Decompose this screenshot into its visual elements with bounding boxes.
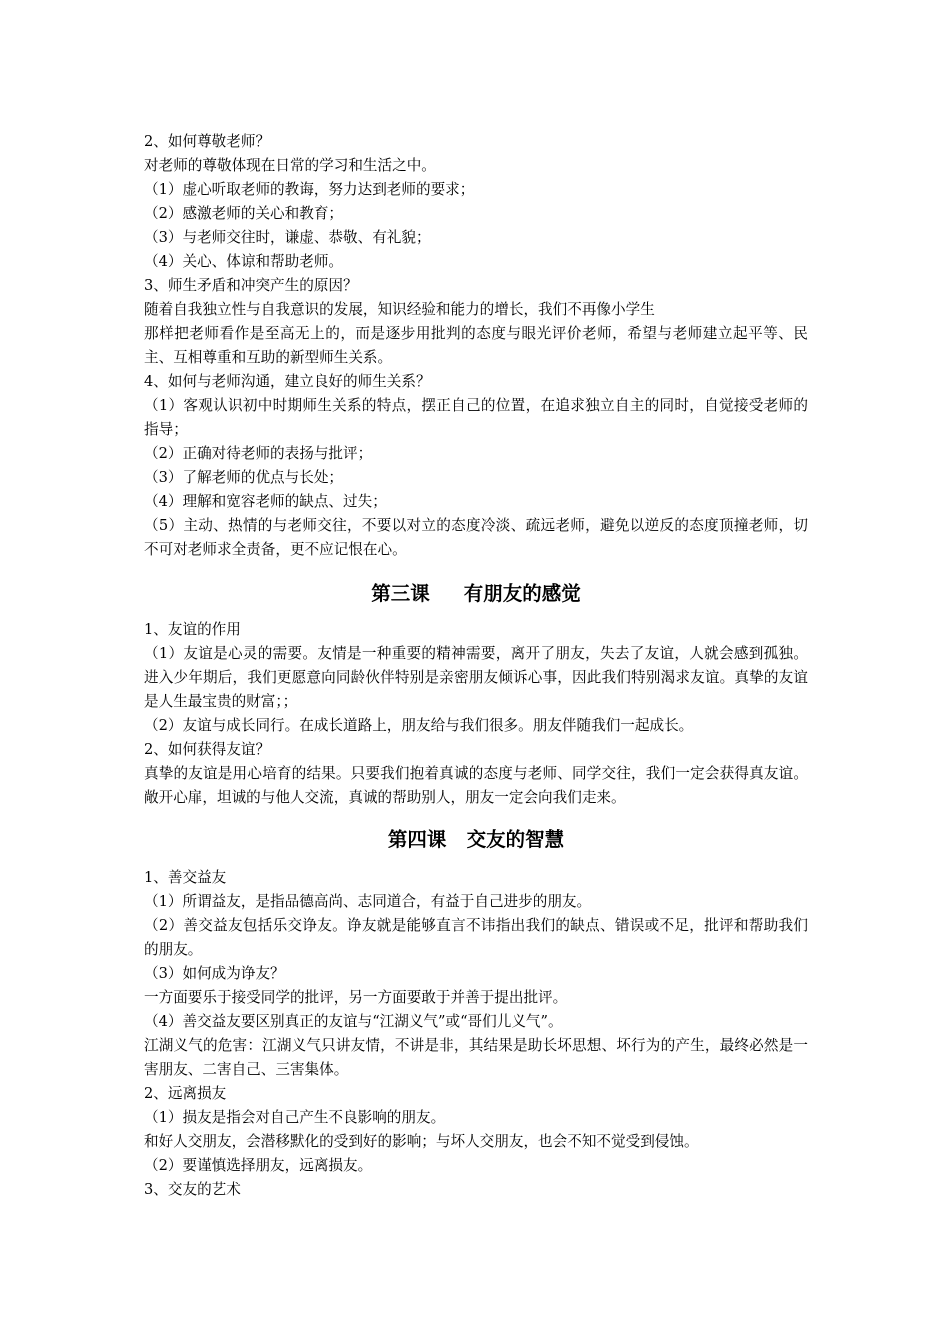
question-heading: 3、师生矛盾和冲突产生的原因？ <box>144 277 358 294</box>
text-line: 和好人交朋友，会潜移默化的受到好的影响；与坏人交朋友，也会不知不觉受到侵蚀。 <box>144 1133 699 1150</box>
question-heading: 2、如何获得友谊？ <box>144 741 271 758</box>
text-line: 一方面要乐于接受同学的批评，另一方面要敢于并善于提出批评。 <box>144 989 568 1006</box>
list-item: （2）要谨慎选择朋友，远离损友。 <box>144 1157 373 1174</box>
section-title: 第四课 交友的智慧 <box>387 828 565 851</box>
list-item: （4）关心、体谅和帮助老师。 <box>144 253 344 270</box>
list-item: （3）了解老师的优点与长处； <box>144 469 344 486</box>
question-heading: 2、如何尊敬老师？ <box>144 133 271 150</box>
document-page <box>144 130 808 1202</box>
paragraph: 江湖义气的危害：江湖义气只讲友情，不讲是非，其结果是助长坏思想、坏行为的产生，最终必然是一害朋友、二害自己、三害集体。 <box>144 1037 808 1078</box>
list-item: （4）理解和宽容老师的缺点、过失； <box>144 493 387 510</box>
text-line: 对老师的尊敬体现在日常的学习和生活之中。 <box>144 157 436 174</box>
list-item: （1）虚心听取老师的教诲，努力达到老师的要求； <box>144 181 475 198</box>
list-item: （2）正确对待老师的表扬与批评； <box>144 445 373 462</box>
list-item: （2）友谊与成长同行。在成长道路上，朋友给与我们很多。朋友伴随我们一起成长。 <box>144 717 694 734</box>
question-heading: 1、善交益友 <box>144 869 227 886</box>
section-title: 第三课 有朋友的感觉 <box>371 582 581 605</box>
list-item: （2）感激老师的关心和教育； <box>144 205 344 222</box>
list-item: （4）善交益友要区别真正的友谊与“江湖义气”或“哥们儿义气”。 <box>144 1013 563 1030</box>
list-item: （1）损友是指会对自己产生不良影响的朋友。 <box>144 1109 446 1126</box>
question-heading: 4、如何与老师沟通，建立良好的师生关系？ <box>144 373 431 390</box>
paragraph: 真挚的友谊是用心培育的结果。只要我们抱着真诚的态度与老师、同学交往，我们一定会获得真友谊。敞开心扉，坦诚的与他人交流，真诚的帮助别人，朋友一定会向我们走来。 <box>144 765 808 806</box>
list-item: （3）与老师交往时，谦虚、恭敬、有礼貌； <box>144 229 431 246</box>
list-item: （1）客观认识初中时期师生关系的特点，摆正自己的位置，在追求独立自主的同时，自觉接受老师的指导； <box>144 397 808 438</box>
list-item: （1）所谓益友，是指品德高尚、志同道合，有益于自己进步的朋友。 <box>144 893 592 910</box>
list-item: （1）友谊是心灵的需要。友情是一种重要的精神需要，离开了朋友，失去了友谊，人就会感到孤独。进入少年期后，我们更愿意向同龄伙伴特别是亲密朋友倾诉心事，因此我们特别渴求友谊。真挚的友谊是人生最宝贵的财富；； <box>144 645 808 710</box>
list-item: （5）主动、热情的与老师交往，不要以对立的态度冷淡、疏远老师，避免以逆反的态度顶撞老师，切不可对老师求全责备，更不应记恨在心。 <box>144 517 808 558</box>
paragraph: 那样把老师看作是至高无上的，而是逐步用批判的态度与眼光评价老师，希望与老师建立起平等、民主、互相尊重和互助的新型师生关系。 <box>144 325 808 366</box>
question-heading: 2、远离损友 <box>144 1085 227 1102</box>
question-heading: 1、友谊的作用 <box>144 621 241 638</box>
question-heading: 3、交友的艺术 <box>144 1181 241 1198</box>
text-line: 随着自我独立性与自我意识的发展，知识经验和能力的增长，我们不再像小学生 <box>144 301 655 318</box>
list-item: （2）善交益友包括乐交诤友。诤友就是能够直言不讳指出我们的缺点、错误或不足，批评和帮助我们的朋友。 <box>144 917 808 958</box>
list-item: （3）如何成为诤友？ <box>144 965 285 982</box>
